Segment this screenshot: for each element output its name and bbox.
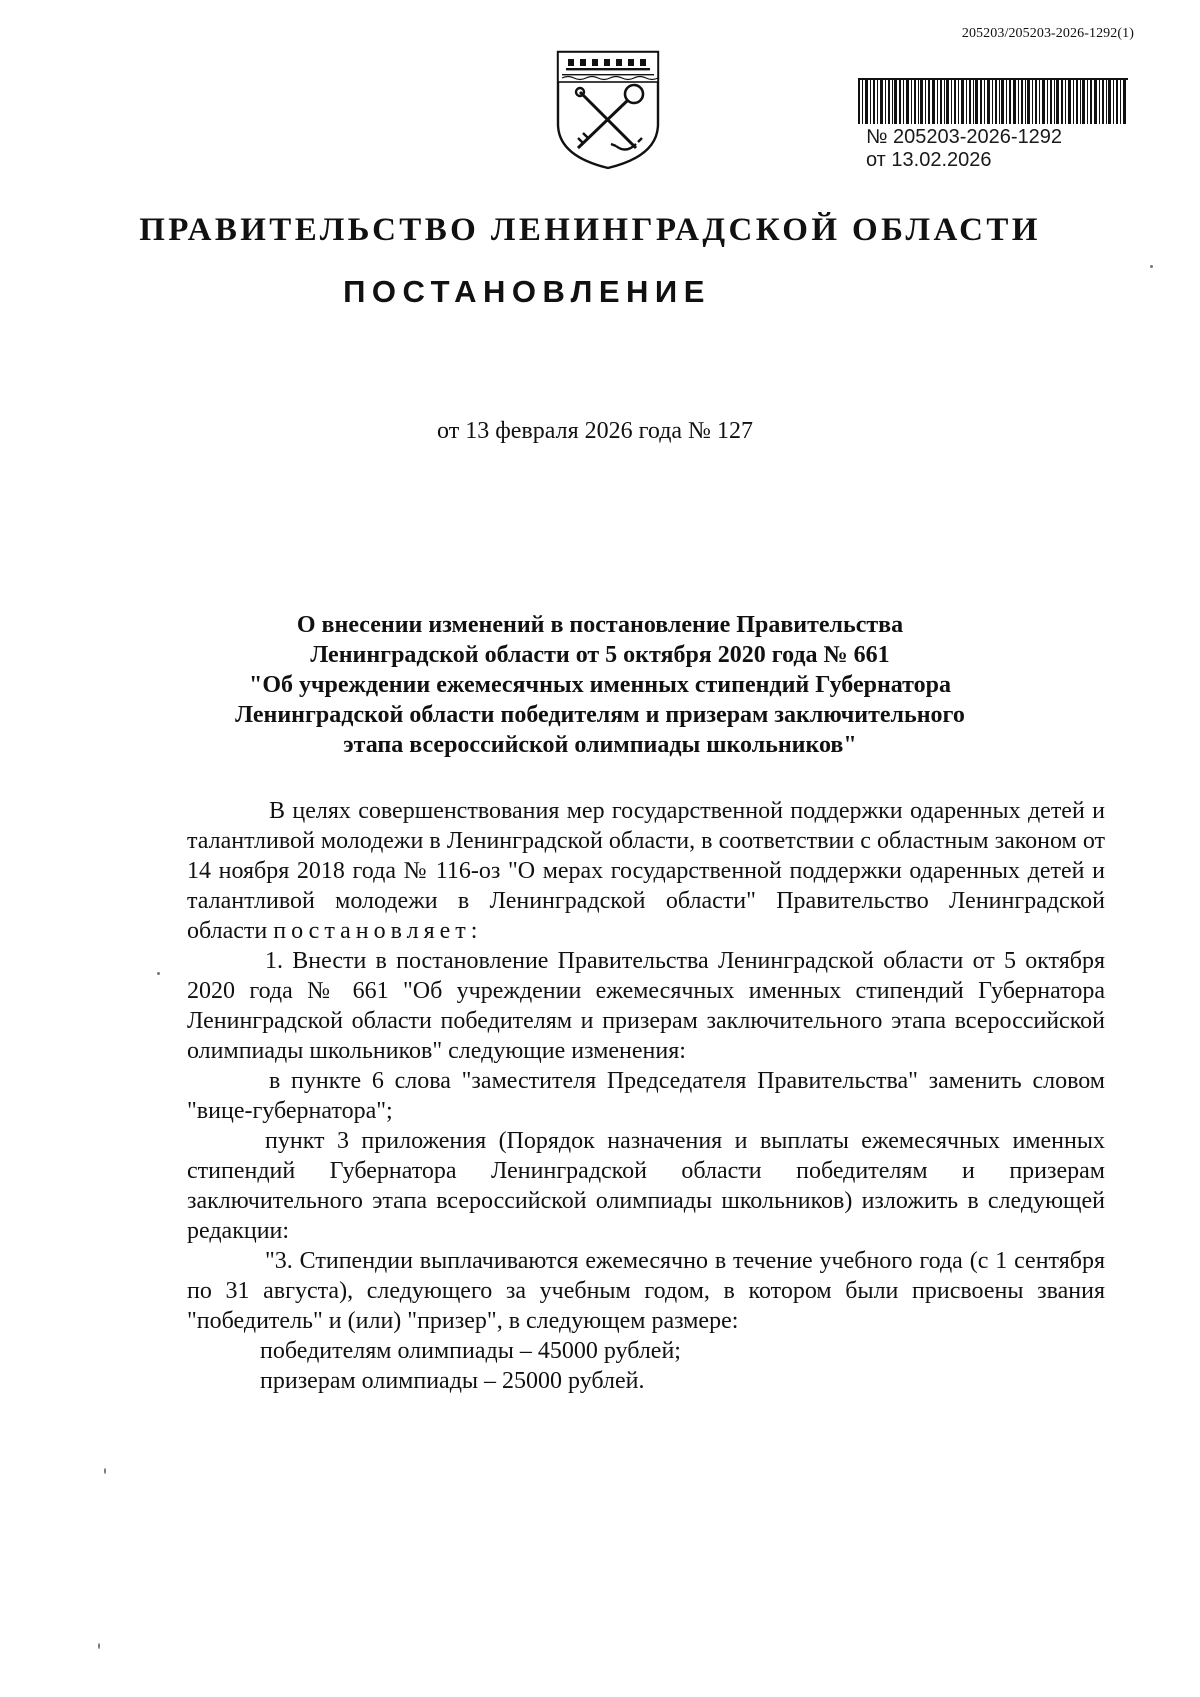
- amount-winners: победителям олимпиады – 45000 рублей;: [260, 1338, 681, 1364]
- subject-line: Ленинградской области победителям и призерам заключительного: [235, 702, 965, 728]
- document-corner-id: 205203/205203-2026-1292(1): [961, 26, 1134, 41]
- document-subject: [200, 610, 1000, 760]
- scan-speck: [98, 1643, 100, 1649]
- document-body: [187, 796, 1105, 1396]
- item-1-paragraph: 1. Внести в постановление Правительства Ленинградской области от 5 октября 2020 года № 661 "Об учреждении ежемесячных именных стипендий Губернатора Ленинградской области победителям и призерам заключительного этапа всероссийской олимпиады школьников" следующие изменения:: [187, 948, 1105, 1064]
- subject-line: Ленинградской области от 5 октября 2020 года № 661: [310, 642, 890, 668]
- issuing-authority-title: ПРАВИТЕЛЬСТВО ЛЕНИНГРАДСКОЙ ОБЛАСТИ: [139, 212, 1041, 248]
- preamble-paragraph: [187, 796, 1105, 946]
- scan-speck: [157, 972, 160, 975]
- subject-line: О внесении изменений в постановление Правительства: [296, 612, 904, 638]
- preamble-text: В целях совершенствования мер государственной поддержки одаренных детей и талантливой молодежи в Ленинградской области, в соответствии с областным законом от 14 ноября 2018 года № 116-оз "О мерах государственной поддержки одаренных детей и талантливой молодежи в Ленинградской области" Правительство Ленинградской области: [187, 798, 1105, 944]
- registration-number: № 205203-2026-1292: [866, 126, 1063, 148]
- change-2-paragraph: пункт 3 приложения (Порядок назначения и выплаты ежемесячных именных стипендий Губернатора Ленинградской области победителям и призерам заключительного этапа всероссийской олимпиады школьников) изложить в следующей редакции:: [187, 1128, 1105, 1244]
- registration-stamp: [866, 126, 1062, 172]
- amount-prizewinners: призерам олимпиады – 25000 рублей.: [260, 1368, 645, 1394]
- registration-date: от 13.02.2026: [866, 149, 992, 171]
- document-type-heading: ПОСТАНОВЛЕНИЕ: [343, 274, 711, 309]
- new-text-paragraph: "3. Стипендии выплачиваются ежемесячно в течение учебного года (с 1 сентября по 31 августа), следующего за учебным годом, в котором были присвоены звания "победитель" и (или) "призер", в следующем размере:: [187, 1248, 1105, 1334]
- scan-speck: [1150, 265, 1153, 268]
- subject-line: этапа всероссийской олимпиады школьников": [343, 732, 857, 758]
- resolves-word: постановляет:: [273, 918, 483, 944]
- subject-line: "Об учреждении ежемесячных именных стипендий Губернатора: [249, 672, 951, 698]
- document-date-number: от 13 февраля 2026 года № 127: [437, 418, 753, 444]
- coat-of-arms-emblem: [554, 48, 662, 172]
- change-1-paragraph: в пункте 6 слова "заместителя Председателя Правительства" заменить словом "вице-губернатора";: [187, 1068, 1105, 1124]
- scan-speck: [104, 1468, 106, 1474]
- barcode-icon: [858, 78, 1128, 124]
